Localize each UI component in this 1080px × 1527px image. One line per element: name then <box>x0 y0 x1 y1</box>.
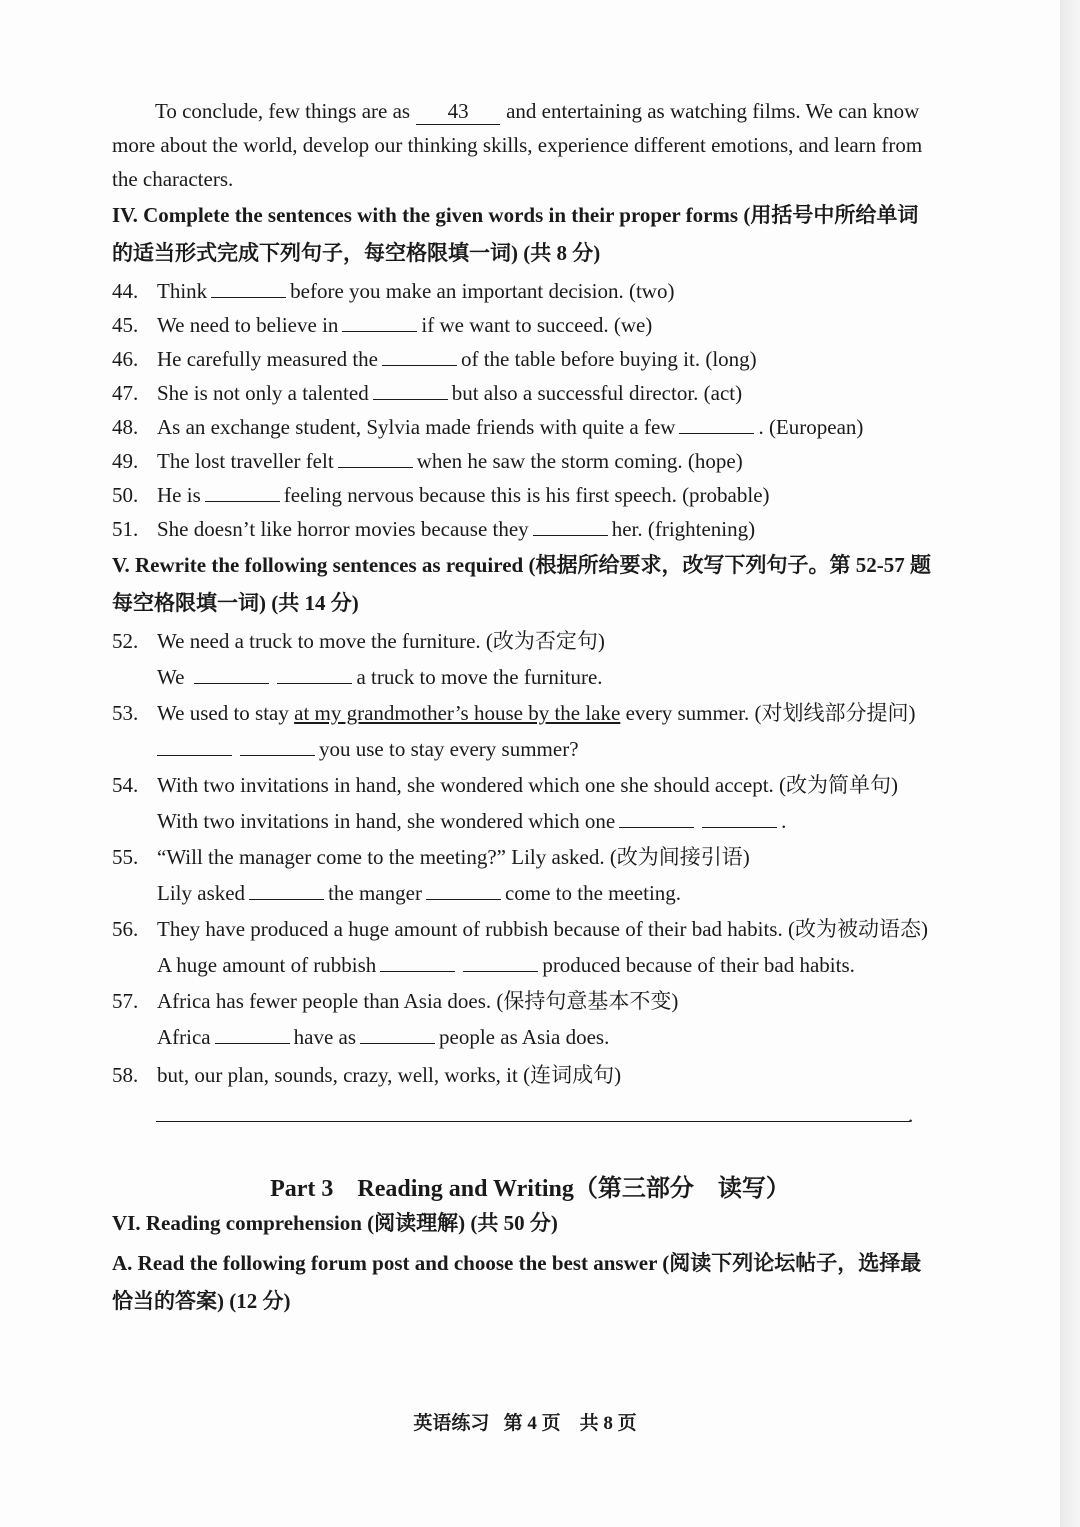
answer-text: people as Asia does. <box>439 1025 610 1049</box>
question-text: but also a successful director. (act) <box>451 381 743 405</box>
question-text: Think <box>157 279 208 303</box>
question-text: He carefully measured the <box>157 347 378 371</box>
answer-text: a truck to move the furniture. <box>356 665 603 689</box>
passage-text: To conclude, few things are as <box>155 99 411 123</box>
question-text: if we want to succeed. (we) <box>421 313 653 337</box>
question-text: but, our plan, sounds, crazy, well, works, it (连词成句) <box>157 1063 622 1087</box>
page-footer: 英语练习 第 4 页 共 8 页 <box>413 1413 637 1434</box>
answer-43: 43 <box>416 98 500 125</box>
underlined-phrase: at my grandmother’s house by the lake <box>294 701 621 725</box>
answer-blank[interactable] <box>619 809 694 828</box>
answer-line-52 <box>157 664 603 690</box>
question-number: 49. <box>112 449 139 473</box>
answer-blank[interactable] <box>240 737 315 756</box>
answer-blank[interactable] <box>360 1025 435 1044</box>
answer-blank[interactable] <box>205 483 280 502</box>
answer-end-period: . <box>908 1103 914 1127</box>
question-55 <box>112 844 750 870</box>
question-52 <box>112 628 605 654</box>
answer-blank[interactable] <box>463 953 538 972</box>
answer-text: the manger <box>328 881 422 905</box>
section-v-header: V. Rewrite the following sentences as required (根据所给要求，改写下列句子。第 52-57 题 <box>112 553 931 577</box>
question-53 <box>112 700 915 726</box>
answer-text: produced because of their bad habits. <box>542 953 855 977</box>
question-number: 46. <box>112 347 139 371</box>
answer-blank[interactable] <box>380 953 455 972</box>
question-44 <box>112 278 674 304</box>
question-51 <box>112 516 755 542</box>
question-text: We need to believe in <box>157 313 339 337</box>
question-number: 50. <box>112 483 139 507</box>
answer-blank[interactable] <box>249 881 324 900</box>
question-text: “Will the manager come to the meeting?” Lily asked. (改为间接引语) <box>157 845 750 869</box>
answer-text: With two invitations in hand, she wondered which one <box>157 809 616 833</box>
answer-text: . <box>781 809 787 833</box>
answer-line-56 <box>157 952 855 978</box>
question-number: 56. <box>112 917 139 941</box>
question-text: He is <box>157 483 201 507</box>
answer-line-53 <box>157 736 579 762</box>
answer-blank[interactable] <box>277 665 352 684</box>
answer-line-54 <box>157 808 786 834</box>
answer-text: A huge amount of rubbish <box>157 953 377 977</box>
section-vi-header: VI. Reading comprehension (阅读理解) (共 50 分) <box>112 1211 558 1235</box>
passage-line-1 <box>155 98 919 125</box>
question-text: her. (frightening) <box>611 517 756 541</box>
question-number: 45. <box>112 313 139 337</box>
question-number: 51. <box>112 517 139 541</box>
passage-line-2: more about the world, develop our thinking skills, experience different emotions, and learn from <box>112 133 923 157</box>
answer-text: come to the meeting. <box>504 881 682 905</box>
question-text: Africa has fewer people than Asia does. (保持句意基本不变) <box>157 989 679 1013</box>
question-58 <box>112 1062 621 1088</box>
question-text: They have produced a huge amount of rubbish because of their bad habits. (改为被动语态) <box>157 917 928 941</box>
section-v-header-cont: 每空格限填一词) (共 14 分) <box>112 591 359 615</box>
answer-text: We <box>157 665 185 689</box>
question-47 <box>112 380 742 406</box>
question-text: feeling nervous because this is his first speech. (probable) <box>283 483 770 507</box>
question-number: 52. <box>112 629 139 653</box>
question-number: 55. <box>112 845 139 869</box>
question-number: 57. <box>112 989 139 1013</box>
question-text: . (European) <box>758 415 864 439</box>
question-text: of the table before buying it. (long) <box>460 347 757 371</box>
answer-line-57 <box>157 1024 609 1050</box>
question-text: before you make an important decision. (two) <box>290 279 675 303</box>
question-text: She doesn’t like horror movies because they <box>157 517 529 541</box>
answer-blank[interactable] <box>157 737 232 756</box>
answer-blank[interactable] <box>215 1025 290 1044</box>
answer-blank[interactable] <box>533 517 608 536</box>
section-iv-header: IV. Complete the sentences with the given words in their proper forms (用括号中所给单词 <box>112 203 919 227</box>
passage-text: and entertaining as watching films. We can know <box>506 99 920 123</box>
question-49 <box>112 448 743 474</box>
section-a-header: A. Read the following forum post and choose the best answer (阅读下列论坛帖子，选择最 <box>112 1251 922 1275</box>
question-number: 48. <box>112 415 139 439</box>
answer-text: Africa <box>157 1025 211 1049</box>
answer-line-58[interactable] <box>156 1121 910 1122</box>
question-number: 47. <box>112 381 139 405</box>
section-a-header-cont: 恰当的答案) (12 分) <box>112 1289 291 1313</box>
question-number: 54. <box>112 773 139 797</box>
question-text: As an exchange student, Sylvia made friends with quite a few <box>157 415 676 439</box>
question-50 <box>112 482 770 508</box>
answer-blank[interactable] <box>702 809 777 828</box>
question-57 <box>112 988 678 1014</box>
answer-blank[interactable] <box>373 381 448 400</box>
answer-text: have as <box>293 1025 357 1049</box>
question-number: 58. <box>112 1063 139 1087</box>
answer-blank[interactable] <box>426 881 501 900</box>
question-number: 53. <box>112 701 139 725</box>
answer-blank[interactable] <box>211 279 286 298</box>
question-48 <box>112 414 863 440</box>
section-iv-header-cont: 的适当形式完成下列句子，每空格限填一词) (共 8 分) <box>112 241 601 265</box>
answer-line-55 <box>157 880 681 906</box>
question-number: 44. <box>112 279 139 303</box>
question-45 <box>112 312 652 338</box>
question-56 <box>112 916 928 942</box>
answer-blank[interactable] <box>382 347 457 366</box>
answer-text: you use to stay every summer? <box>319 737 579 761</box>
question-text: We need a truck to move the furniture. (改为否定句) <box>157 629 605 653</box>
answer-blank[interactable] <box>194 665 269 684</box>
answer-blank[interactable] <box>679 415 754 434</box>
question-46 <box>112 346 757 372</box>
question-text: We used to stay <box>157 701 289 725</box>
answer-text: Lily asked <box>157 881 246 905</box>
answer-blank[interactable] <box>342 313 417 332</box>
part-3-title: Part 3 Reading and Writing（第三部分 读写） <box>270 1176 790 1202</box>
question-text: when he saw the storm coming. (hope) <box>416 449 743 473</box>
question-text: She is not only a talented <box>157 381 369 405</box>
question-text: every summer. (对划线部分提问) <box>625 701 916 725</box>
answer-blank[interactable] <box>338 449 413 468</box>
question-text: The lost traveller felt <box>157 449 334 473</box>
question-54 <box>112 772 898 798</box>
question-text: With two invitations in hand, she wondered which one she should accept. (改为简单句) <box>157 773 899 797</box>
passage-line-3: the characters. <box>112 167 234 191</box>
page-edge-shadow <box>1060 0 1080 1527</box>
